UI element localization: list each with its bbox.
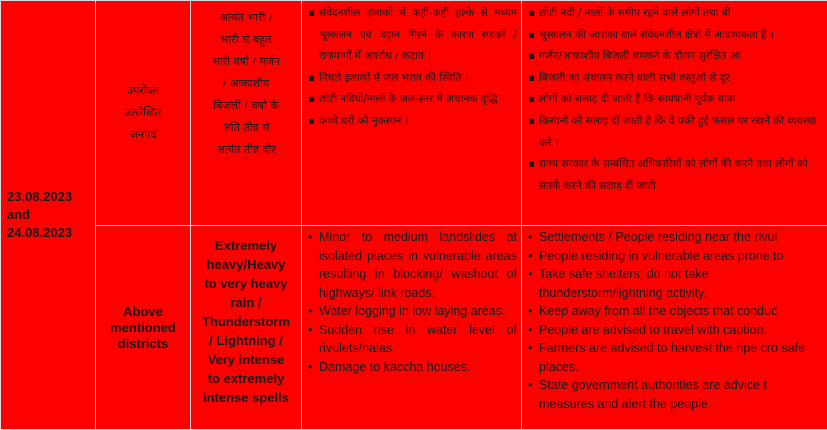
impacts-cell-english — [302, 226, 522, 430]
list-item: • Keep away from all the objects that conduc — [528, 302, 823, 321]
list-item: • Minor to medium landslides at isolated places in vulnerable areas resulting in blocking/ washout of highways/ link roads. — [308, 228, 517, 302]
region-cell-english: Above mentioned districts — [96, 226, 191, 430]
advisories-list-english — [522, 226, 827, 413]
intensity-cell-hindi: अत्यंत भारी / भारी से बहुत भारी वर्षा / गर्जन / आकाशीय बिजली / वर्षा के अति तीव्र से अत्यंत तीव्र दौर — [191, 1, 302, 226]
advisories-cell-hindi — [522, 1, 827, 226]
list-item: • Settlements / People residing near the rivul — [528, 228, 823, 247]
list-item: ▪ कच्चे घरों को नुकसान । — [308, 111, 517, 133]
advisories-cell-english — [522, 226, 827, 430]
list-item: ▪ राज्य सरकार के सम्बंधित अधिकारियों को लोगों की करने तथा लोगों को सतर्क करने की सलाह दी जाती — [528, 154, 823, 197]
date-end: 24.08.2023 — [7, 224, 95, 242]
list-item: • State government authorities are advice t measures and alert the people. — [528, 376, 823, 413]
list-item: ▪ लोगों को सलाह दी जाती है कि सावधानी पूर्वक यात्रा — [528, 89, 823, 111]
english-row — [1, 226, 827, 430]
list-item: • Take safe shelters; do not take thunderstorm/lightning activity. — [528, 265, 823, 302]
list-item: ▪ निचले इलाकों में जल भराव की स्थिति । — [308, 68, 517, 90]
list-item: ▪ संवेदनशील इलाकों में कहीं-कहीं हल्के से मध्यम भूस्खलन एवं चट्टान गिरने के कारण सड़कों / राजमार्गों में अवरोध / कटाव । — [308, 3, 517, 68]
list-item: • Farmers are advised to harvest the ripe cro safe places. — [528, 339, 823, 376]
date-start: 23.08.2023 — [7, 188, 95, 206]
list-item: • Water logging in low laying areas. — [308, 302, 517, 321]
date-connector: and — [7, 206, 95, 224]
date-cell — [1, 1, 96, 430]
list-item: ▪ भूस्खलन की आशंका वाले संवेदनशील क्षेत्रों में आवश्यकता है । — [528, 25, 823, 47]
list-item: ▪ छोटी नदियों/नालों के जल-स्तर में अचानक वृद्धि । — [308, 89, 517, 111]
list-item: • Damage to kaccha houses. — [308, 358, 517, 377]
list-item: ▪ छोटी नदी / नालों के समीप रहने वाले लोगों तथा बी — [528, 3, 823, 25]
advisories-list-hindi — [522, 1, 827, 197]
impacts-list-hindi — [302, 1, 521, 133]
region-cell-hindi: उपरोक्त उल्लेखित जनपद — [96, 1, 191, 226]
list-item: ▪ बिजली का संचालन करने वाली सभी वस्तुओं से दूर — [528, 68, 823, 90]
hindi-row — [1, 1, 827, 226]
list-item: • People residing in vulnerable areas prone to — [528, 247, 823, 266]
list-item: • People are advised to travel with caution. — [528, 321, 823, 340]
intensity-cell-english: Extremely heavy/Heavy to very heavy rain / Thunderstorm / Lightning / Very intense to extremely intense spells — [191, 226, 302, 430]
list-item: ▪ गर्जन/आकाशीय बिजली चमकने के दौरान सुरक्षित आ — [528, 46, 823, 68]
list-item: • Sudden rise in water level of rivulets/nalas. — [308, 321, 517, 358]
impacts-cell-hindi — [302, 1, 522, 226]
list-item: ▪ किसानों को सलाह दी जाती है कि वे पकी हुई फसल पर रखने की व्यवस्था करें । — [528, 111, 823, 154]
impacts-list-english — [302, 226, 521, 376]
